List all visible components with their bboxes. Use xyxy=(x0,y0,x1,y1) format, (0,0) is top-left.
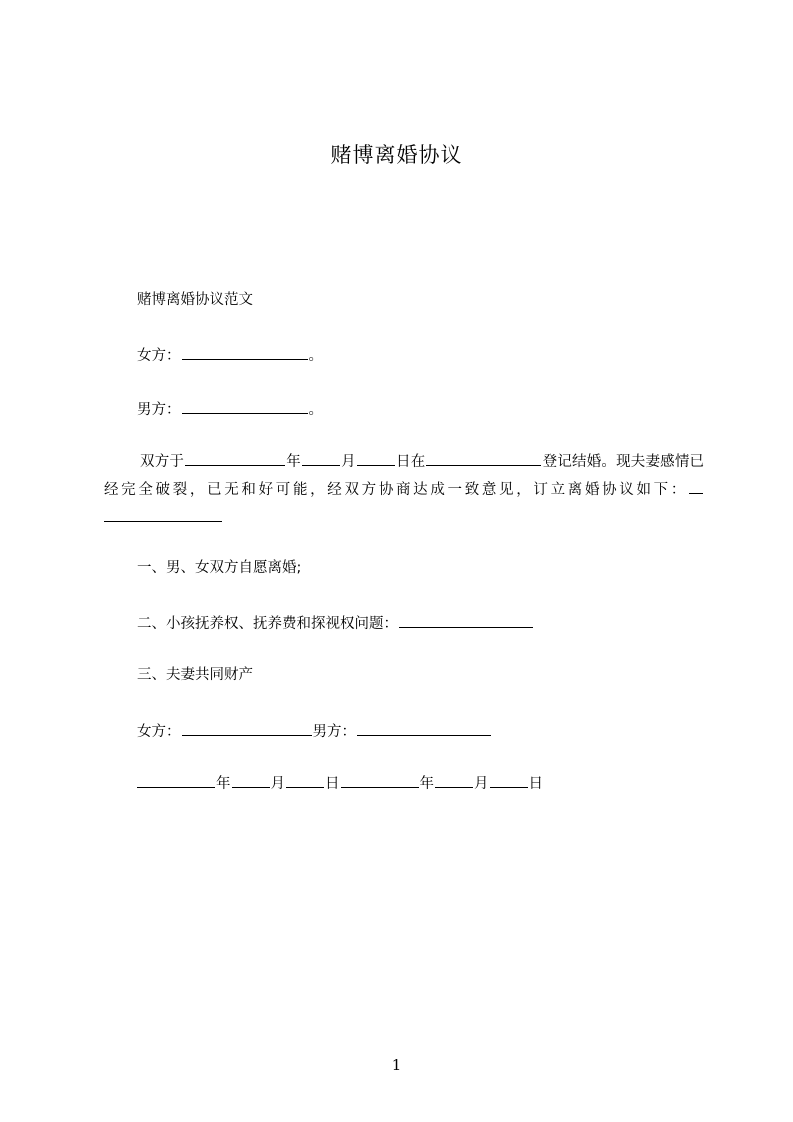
sign-female-label: 女方： xyxy=(137,724,181,740)
sign-male-blank[interactable] xyxy=(357,720,491,736)
date1-month-label: 月 xyxy=(270,776,285,792)
marriage-month-blank[interactable] xyxy=(302,450,340,466)
document-subtitle: 赌博离婚协议范文 xyxy=(137,292,253,308)
date-line xyxy=(137,772,543,794)
agreement-blank-continued[interactable] xyxy=(104,506,222,522)
date2-month-blank[interactable] xyxy=(435,772,473,788)
item-2: 二、小孩抚养权、抚养费和探视权问题： xyxy=(137,616,398,632)
female-name-blank[interactable] xyxy=(182,344,308,360)
custody-blank[interactable] xyxy=(399,612,533,628)
date1-month-blank[interactable] xyxy=(232,772,270,788)
sign-female-blank[interactable] xyxy=(182,720,312,736)
female-party-line xyxy=(137,344,323,366)
agreement-blank-end[interactable] xyxy=(689,478,703,494)
male-party-line xyxy=(137,398,323,420)
male-period: 。 xyxy=(308,402,323,418)
item-1: 一、男、女双方自愿离婚; xyxy=(137,560,302,576)
page-number: 1 xyxy=(391,1056,402,1074)
sign-male-label: 男方： xyxy=(312,724,356,740)
document-title: 赌博离婚协议 xyxy=(330,143,463,167)
marriage-year-blank[interactable] xyxy=(185,450,285,466)
marriage-paragraph xyxy=(104,448,704,532)
marriage-text: 登记结婚。现夫妻感情已经完全破裂，已无和好可能，经双方协商达成一致意见，订立离婚协议如下： xyxy=(104,454,705,498)
marriage-day-blank[interactable] xyxy=(357,450,395,466)
item-3: 三、夫妻共同财产 xyxy=(137,667,253,683)
marriage-day-label: 日在 xyxy=(395,454,426,470)
signature-line xyxy=(137,720,492,742)
male-label: 男方： xyxy=(137,402,181,418)
date2-day-blank[interactable] xyxy=(490,772,528,788)
date1-day-blank[interactable] xyxy=(286,772,324,788)
marriage-year-label: 年 xyxy=(286,454,301,470)
female-label: 女方： xyxy=(137,348,181,364)
date1-year-blank[interactable] xyxy=(137,772,215,788)
date2-year-label: 年 xyxy=(419,776,434,792)
date2-day-label: 日 xyxy=(528,776,543,792)
date1-year-label: 年 xyxy=(216,776,231,792)
male-name-blank[interactable] xyxy=(182,398,308,414)
female-period: 。 xyxy=(308,348,323,364)
date2-month-label: 月 xyxy=(474,776,489,792)
marriage-prefix: 双方于 xyxy=(140,454,185,470)
item-2-line xyxy=(137,612,534,634)
registration-place-blank[interactable] xyxy=(426,450,541,466)
marriage-month-label: 月 xyxy=(340,454,356,470)
date1-day-label: 日 xyxy=(325,776,340,792)
date2-year-blank[interactable] xyxy=(341,772,419,788)
